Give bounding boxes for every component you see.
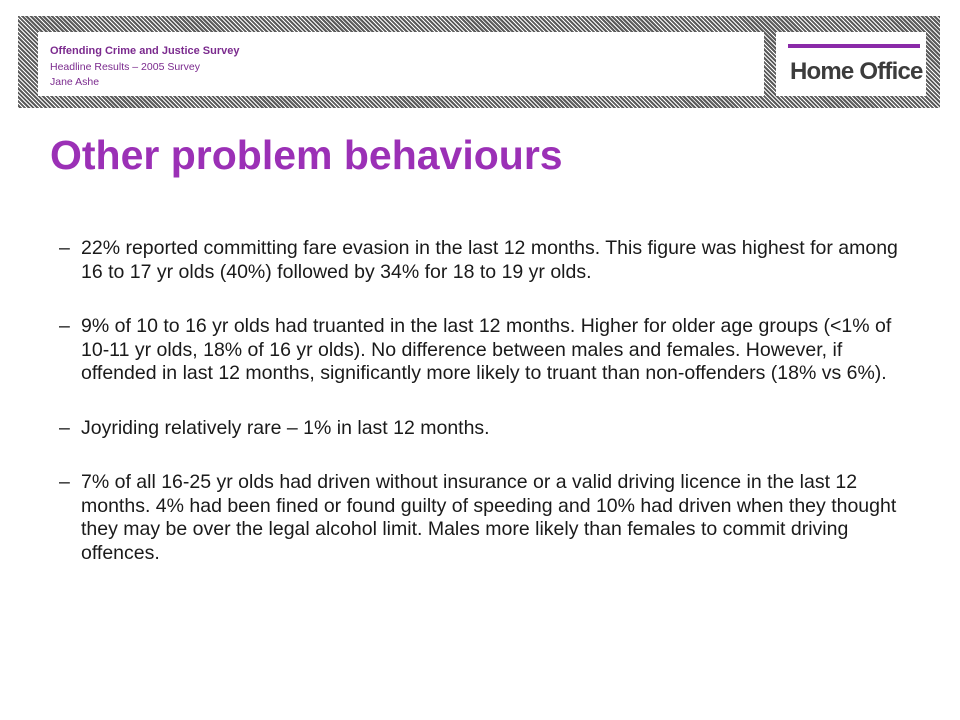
survey-title: Offending Crime and Justice Survey — [50, 45, 240, 57]
home-office-logo: Home Office — [790, 58, 923, 85]
bullet-text: 9% of 10 to 16 yr olds had truanted in the last 12 months. Higher for older age groups (<1% of 10-11 yr olds, 18% of 16 yr olds). No difference between males and females. However, if offended in last 12 months, significantly more likely to truant than non-offenders (18% vs 6%). — [81, 315, 892, 384]
bullet-item — [59, 471, 919, 565]
bullet-text: 7% of all 16-25 yr olds had driven without insurance or a valid driving licence in the last 12 months. 4% had been fined or found guilty of speeding and 10% had driven when they thought they may be over the legal alcohol limit. Males more likely than females to commit driving offences. — [81, 471, 897, 564]
bullet-item — [59, 237, 919, 284]
survey-subtitle: Headline Results – 2005 Survey — [50, 61, 201, 73]
bullet-dash: – — [59, 315, 70, 337]
bullet-text: Joyriding relatively rare – 1% in last 12 months. — [81, 416, 490, 439]
bullet-text: 22% reported committing fare evasion in the last 12 months. This figure was highest for among 16 to 17 yr olds (40%) followed by 34% for 18 to 19 yr olds. — [81, 237, 898, 283]
bullet-list — [59, 237, 919, 565]
bullet-dash: – — [59, 416, 70, 439]
slide-title: Other problem behaviours — [50, 132, 563, 178]
bullet-dash: – — [59, 237, 70, 259]
survey-author: Jane Ashe — [50, 76, 100, 88]
bullet-item — [59, 315, 919, 386]
bullet-dash: – — [59, 471, 70, 493]
home-office-logo-bar — [788, 44, 920, 48]
bullet-item — [59, 417, 919, 441]
